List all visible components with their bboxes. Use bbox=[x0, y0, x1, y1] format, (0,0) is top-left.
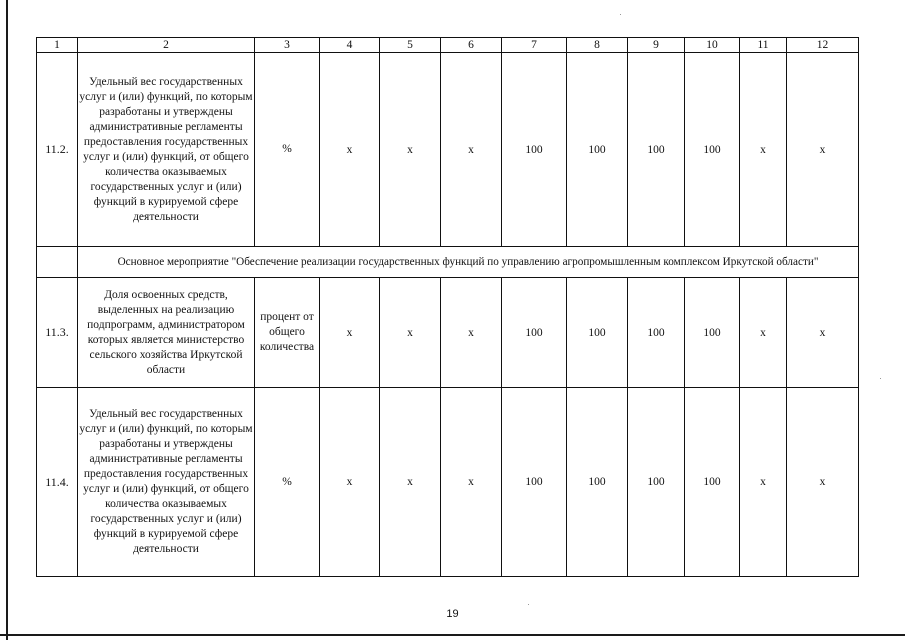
unit-cell: % bbox=[255, 388, 320, 577]
value-cell: 100 bbox=[685, 278, 740, 388]
column-header: 9 bbox=[628, 38, 685, 53]
value-cell: x bbox=[787, 278, 859, 388]
value-cell: x bbox=[787, 388, 859, 577]
value-cell: 100 bbox=[567, 388, 628, 577]
value-cell: x bbox=[320, 53, 380, 247]
header-row bbox=[37, 38, 859, 53]
value-cell: x bbox=[380, 53, 441, 247]
column-header: 10 bbox=[685, 38, 740, 53]
column-header: 12 bbox=[787, 38, 859, 53]
scan-speck bbox=[880, 378, 881, 379]
indicator-name: Удельный вес государственных услуг и (или) функций, по которым разработаны и утверждены административные регламенты предоставления государственных услуг и (или) функций, от общего количества оказываемых государственных услуг и (или) функций в курируемой сфере деятельности bbox=[78, 388, 255, 577]
column-header: 8 bbox=[567, 38, 628, 53]
value-cell: 100 bbox=[685, 388, 740, 577]
section-title: Основное мероприятие "Обеспечение реализации государственных функций по управлению агропромышленным комплексом Иркутской области" bbox=[78, 247, 859, 278]
indicators-table bbox=[36, 37, 859, 577]
section-number-empty bbox=[37, 247, 78, 278]
column-header: 3 bbox=[255, 38, 320, 53]
table-row bbox=[37, 388, 859, 577]
scan-speck bbox=[620, 14, 621, 15]
value-cell: 100 bbox=[567, 278, 628, 388]
value-cell: 100 bbox=[628, 388, 685, 577]
unit-cell: процент от общего количества bbox=[255, 278, 320, 388]
table-row bbox=[37, 278, 859, 388]
value-cell: x bbox=[441, 278, 502, 388]
value-cell: 100 bbox=[502, 278, 567, 388]
value-cell: 100 bbox=[628, 278, 685, 388]
scan-speck bbox=[528, 604, 529, 605]
value-cell: 100 bbox=[628, 53, 685, 247]
value-cell: x bbox=[320, 278, 380, 388]
value-cell: x bbox=[740, 53, 787, 247]
row-number: 11.3. bbox=[37, 278, 78, 388]
unit-cell: % bbox=[255, 53, 320, 247]
column-header: 2 bbox=[78, 38, 255, 53]
column-header: 6 bbox=[441, 38, 502, 53]
value-cell: 100 bbox=[502, 388, 567, 577]
value-cell: x bbox=[787, 53, 859, 247]
row-number: 11.4. bbox=[37, 388, 78, 577]
column-header: 1 bbox=[37, 38, 78, 53]
value-cell: x bbox=[441, 388, 502, 577]
value-cell: x bbox=[441, 53, 502, 247]
page-number: 19 bbox=[446, 608, 459, 620]
column-header: 11 bbox=[740, 38, 787, 53]
value-cell: 100 bbox=[567, 53, 628, 247]
value-cell: x bbox=[320, 388, 380, 577]
table-row bbox=[37, 53, 859, 247]
row-number: 11.2. bbox=[37, 53, 78, 247]
column-header: 4 bbox=[320, 38, 380, 53]
column-header: 7 bbox=[502, 38, 567, 53]
value-cell: x bbox=[740, 388, 787, 577]
value-cell: 100 bbox=[685, 53, 740, 247]
indicator-name: Доля освоенных средств, выделенных на реализацию подпрограмм, администратором которых является министерство сельского хозяйства Иркутской области bbox=[78, 278, 255, 388]
indicator-name: Удельный вес государственных услуг и (или) функций, по которым разработаны и утверждены административные регламенты предоставления государственных услуг и (или) функций, от общего количества оказываемых государственных услуг и (или) функций в курируемой сфере деятельности bbox=[78, 53, 255, 247]
value-cell: x bbox=[740, 278, 787, 388]
value-cell: x bbox=[380, 278, 441, 388]
column-header: 5 bbox=[380, 38, 441, 53]
scan-left-border bbox=[6, 0, 8, 640]
section-row bbox=[37, 247, 859, 278]
scan-bottom-border bbox=[0, 634, 905, 636]
value-cell: 100 bbox=[502, 53, 567, 247]
value-cell: x bbox=[380, 388, 441, 577]
